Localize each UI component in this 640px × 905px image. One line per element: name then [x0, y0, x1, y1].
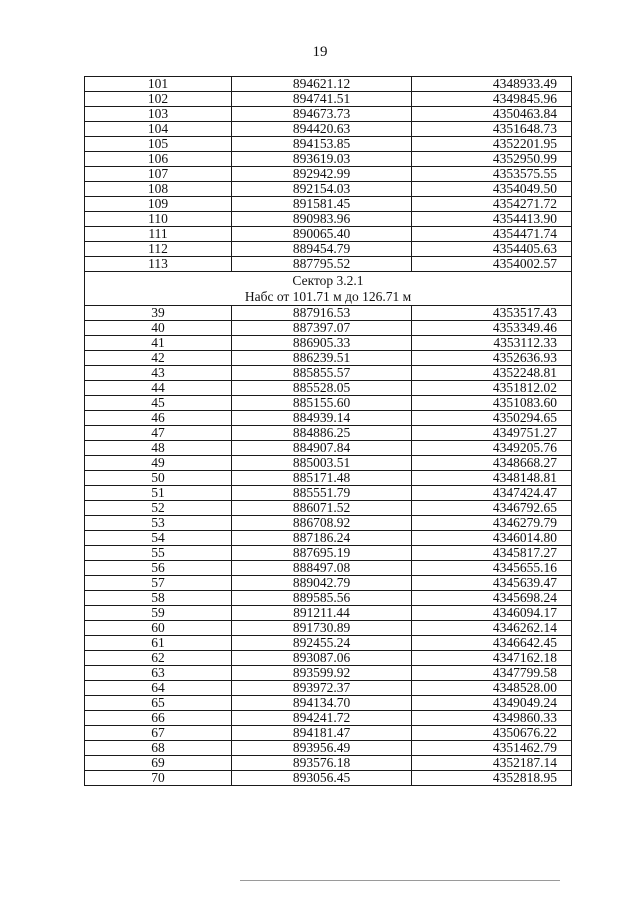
table-row — [85, 137, 572, 152]
x-coordinate-cell: 892455.24 — [232, 636, 412, 651]
point-number-cell: 41 — [85, 336, 232, 351]
y-coordinate-cell: 4348148.81 — [412, 471, 572, 486]
point-number-cell: 53 — [85, 516, 232, 531]
x-coordinate-cell: 884886.25 — [232, 426, 412, 441]
y-coordinate-cell: 4352950.99 — [412, 152, 572, 167]
table-row — [85, 561, 572, 576]
point-number-cell: 57 — [85, 576, 232, 591]
table-row — [85, 516, 572, 531]
point-number-cell: 51 — [85, 486, 232, 501]
table-row — [85, 351, 572, 366]
table-row — [85, 167, 572, 182]
x-coordinate-cell: 894420.63 — [232, 122, 412, 137]
x-coordinate-cell: 893972.37 — [232, 681, 412, 696]
point-number-cell: 69 — [85, 756, 232, 771]
x-coordinate-cell: 885528.05 — [232, 381, 412, 396]
y-coordinate-cell: 4353349.46 — [412, 321, 572, 336]
table-row — [85, 426, 572, 441]
y-coordinate-cell: 4349845.96 — [412, 92, 572, 107]
y-coordinate-cell: 4354471.74 — [412, 227, 572, 242]
x-coordinate-cell: 893599.92 — [232, 666, 412, 681]
y-coordinate-cell: 4347424.47 — [412, 486, 572, 501]
y-coordinate-cell: 4349860.33 — [412, 711, 572, 726]
x-coordinate-cell: 885155.60 — [232, 396, 412, 411]
y-coordinate-cell: 4349049.24 — [412, 696, 572, 711]
point-number-cell: 63 — [85, 666, 232, 681]
section-header-row — [85, 272, 572, 306]
table-row — [85, 651, 572, 666]
point-number-cell: 110 — [85, 212, 232, 227]
table-row — [85, 606, 572, 621]
x-coordinate-cell: 894181.47 — [232, 726, 412, 741]
x-coordinate-cell: 894134.70 — [232, 696, 412, 711]
x-coordinate-cell: 894153.85 — [232, 137, 412, 152]
table-row — [85, 486, 572, 501]
section-title: Сектор 3.2.1 — [292, 273, 364, 288]
point-number-cell: 65 — [85, 696, 232, 711]
table-row — [85, 696, 572, 711]
x-coordinate-cell: 892942.99 — [232, 167, 412, 182]
x-coordinate-cell: 886905.33 — [232, 336, 412, 351]
table-row — [85, 257, 572, 272]
y-coordinate-cell: 4351812.02 — [412, 381, 572, 396]
table-row — [85, 92, 572, 107]
table-row — [85, 636, 572, 651]
y-coordinate-cell: 4345698.24 — [412, 591, 572, 606]
point-number-cell: 70 — [85, 771, 232, 786]
x-coordinate-cell: 887916.53 — [232, 306, 412, 321]
point-number-cell: 101 — [85, 77, 232, 92]
table-row — [85, 242, 572, 257]
point-number-cell: 46 — [85, 411, 232, 426]
x-coordinate-cell: 885855.57 — [232, 366, 412, 381]
x-coordinate-cell: 885003.51 — [232, 456, 412, 471]
y-coordinate-cell: 4354002.57 — [412, 257, 572, 272]
point-number-cell: 106 — [85, 152, 232, 167]
x-coordinate-cell: 886071.52 — [232, 501, 412, 516]
point-number-cell: 42 — [85, 351, 232, 366]
point-number-cell: 112 — [85, 242, 232, 257]
x-coordinate-cell: 888497.08 — [232, 561, 412, 576]
table-row — [85, 531, 572, 546]
x-coordinate-cell: 885551.79 — [232, 486, 412, 501]
point-number-cell: 66 — [85, 711, 232, 726]
x-coordinate-cell: 884939.14 — [232, 411, 412, 426]
point-number-cell: 47 — [85, 426, 232, 441]
table-row — [85, 576, 572, 591]
table-row — [85, 336, 572, 351]
y-coordinate-cell: 4354271.72 — [412, 197, 572, 212]
table-row — [85, 501, 572, 516]
y-coordinate-cell: 4352248.81 — [412, 366, 572, 381]
y-coordinate-cell: 4351648.73 — [412, 122, 572, 137]
table-row — [85, 182, 572, 197]
x-coordinate-cell: 890065.40 — [232, 227, 412, 242]
point-number-cell: 55 — [85, 546, 232, 561]
point-number-cell: 67 — [85, 726, 232, 741]
table-row — [85, 197, 572, 212]
point-number-cell: 107 — [85, 167, 232, 182]
point-number-cell: 60 — [85, 621, 232, 636]
section-header-body — [85, 272, 572, 306]
x-coordinate-cell: 892154.03 — [232, 182, 412, 197]
point-number-cell: 61 — [85, 636, 232, 651]
y-coordinate-cell: 4354049.50 — [412, 182, 572, 197]
table-row — [85, 381, 572, 396]
x-coordinate-cell: 891211.44 — [232, 606, 412, 621]
point-number-cell: 109 — [85, 197, 232, 212]
point-number-cell: 50 — [85, 471, 232, 486]
y-coordinate-cell: 4345817.27 — [412, 546, 572, 561]
x-coordinate-cell: 887795.52 — [232, 257, 412, 272]
point-number-cell: 52 — [85, 501, 232, 516]
x-coordinate-cell: 893956.49 — [232, 741, 412, 756]
table-row — [85, 77, 572, 92]
x-coordinate-cell: 889454.79 — [232, 242, 412, 257]
y-coordinate-cell: 4353112.33 — [412, 336, 572, 351]
table-row — [85, 366, 572, 381]
y-coordinate-cell: 4348668.27 — [412, 456, 572, 471]
point-number-cell: 40 — [85, 321, 232, 336]
x-coordinate-cell: 894673.73 — [232, 107, 412, 122]
y-coordinate-cell: 4347799.58 — [412, 666, 572, 681]
table-row — [85, 726, 572, 741]
point-number-cell: 68 — [85, 741, 232, 756]
table-row — [85, 441, 572, 456]
y-coordinate-cell: 4349205.76 — [412, 441, 572, 456]
x-coordinate-cell: 893087.06 — [232, 651, 412, 666]
x-coordinate-cell: 887397.07 — [232, 321, 412, 336]
point-number-cell: 58 — [85, 591, 232, 606]
x-coordinate-cell: 887695.19 — [232, 546, 412, 561]
y-coordinate-cell: 4350463.84 — [412, 107, 572, 122]
point-number-cell: 43 — [85, 366, 232, 381]
point-number-cell: 108 — [85, 182, 232, 197]
table-row — [85, 741, 572, 756]
y-coordinate-cell: 4352818.95 — [412, 771, 572, 786]
y-coordinate-cell: 4345655.16 — [412, 561, 572, 576]
x-coordinate-cell: 886239.51 — [232, 351, 412, 366]
point-number-cell: 56 — [85, 561, 232, 576]
y-coordinate-cell: 4347162.18 — [412, 651, 572, 666]
x-coordinate-cell: 894741.51 — [232, 92, 412, 107]
point-number-cell: 113 — [85, 257, 232, 272]
x-coordinate-cell: 889585.56 — [232, 591, 412, 606]
coordinates-table-body-bottom — [85, 306, 572, 786]
x-coordinate-cell: 891581.45 — [232, 197, 412, 212]
y-coordinate-cell: 4346792.65 — [412, 501, 572, 516]
point-number-cell: 62 — [85, 651, 232, 666]
table-row — [85, 306, 572, 321]
point-number-cell: 64 — [85, 681, 232, 696]
y-coordinate-cell: 4351083.60 — [412, 396, 572, 411]
y-coordinate-cell: 4346279.79 — [412, 516, 572, 531]
y-coordinate-cell: 4354413.90 — [412, 212, 572, 227]
coordinates-table-body-top — [85, 77, 572, 272]
table-row — [85, 666, 572, 681]
table-row — [85, 212, 572, 227]
point-number-cell: 59 — [85, 606, 232, 621]
table-row — [85, 591, 572, 606]
x-coordinate-cell: 893619.03 — [232, 152, 412, 167]
x-coordinate-cell: 891730.89 — [232, 621, 412, 636]
table-row — [85, 621, 572, 636]
point-number-cell: 54 — [85, 531, 232, 546]
point-number-cell: 105 — [85, 137, 232, 152]
table-row — [85, 107, 572, 122]
point-number-cell: 44 — [85, 381, 232, 396]
table-row — [85, 227, 572, 242]
y-coordinate-cell: 4348933.49 — [412, 77, 572, 92]
x-coordinate-cell: 890983.96 — [232, 212, 412, 227]
y-coordinate-cell: 4346014.80 — [412, 531, 572, 546]
x-coordinate-cell: 894241.72 — [232, 711, 412, 726]
point-number-cell: 102 — [85, 92, 232, 107]
y-coordinate-cell: 4352187.14 — [412, 756, 572, 771]
section-subtitle: Набс от 101.71 м до 126.71 м — [244, 289, 412, 304]
table-row — [85, 471, 572, 486]
y-coordinate-cell: 4350294.65 — [412, 411, 572, 426]
y-coordinate-cell: 4346642.45 — [412, 636, 572, 651]
table-row — [85, 396, 572, 411]
table-row — [85, 711, 572, 726]
bottom-rule — [240, 880, 560, 881]
y-coordinate-cell: 4351462.79 — [412, 741, 572, 756]
y-coordinate-cell: 4346262.14 — [412, 621, 572, 636]
x-coordinate-cell: 885171.48 — [232, 471, 412, 486]
x-coordinate-cell: 887186.24 — [232, 531, 412, 546]
y-coordinate-cell: 4349751.27 — [412, 426, 572, 441]
table-row — [85, 411, 572, 426]
table-row — [85, 546, 572, 561]
point-number-cell: 103 — [85, 107, 232, 122]
point-number-cell: 39 — [85, 306, 232, 321]
y-coordinate-cell: 4353517.43 — [412, 306, 572, 321]
point-number-cell: 111 — [85, 227, 232, 242]
x-coordinate-cell: 894621.12 — [232, 77, 412, 92]
x-coordinate-cell: 889042.79 — [232, 576, 412, 591]
y-coordinate-cell: 4352636.93 — [412, 351, 572, 366]
point-number-cell: 49 — [85, 456, 232, 471]
y-coordinate-cell: 4353575.55 — [412, 167, 572, 182]
table-row — [85, 771, 572, 786]
y-coordinate-cell: 4350676.22 — [412, 726, 572, 741]
y-coordinate-cell: 4354405.63 — [412, 242, 572, 257]
point-number-cell: 45 — [85, 396, 232, 411]
point-number-cell: 104 — [85, 122, 232, 137]
table-row — [85, 756, 572, 771]
section-header-cell — [85, 272, 572, 306]
y-coordinate-cell: 4348528.00 — [412, 681, 572, 696]
page-number: 19 — [312, 44, 328, 60]
y-coordinate-cell: 4346094.17 — [412, 606, 572, 621]
y-coordinate-cell: 4352201.95 — [412, 137, 572, 152]
table-row — [85, 681, 572, 696]
table-row — [85, 456, 572, 471]
table-row — [85, 152, 572, 167]
table-row — [85, 122, 572, 137]
point-number-cell: 48 — [85, 441, 232, 456]
x-coordinate-cell: 884907.84 — [232, 441, 412, 456]
x-coordinate-cell: 893576.18 — [232, 756, 412, 771]
table-row — [85, 321, 572, 336]
x-coordinate-cell: 886708.92 — [232, 516, 412, 531]
coordinates-table — [84, 76, 572, 786]
x-coordinate-cell: 893056.45 — [232, 771, 412, 786]
y-coordinate-cell: 4345639.47 — [412, 576, 572, 591]
